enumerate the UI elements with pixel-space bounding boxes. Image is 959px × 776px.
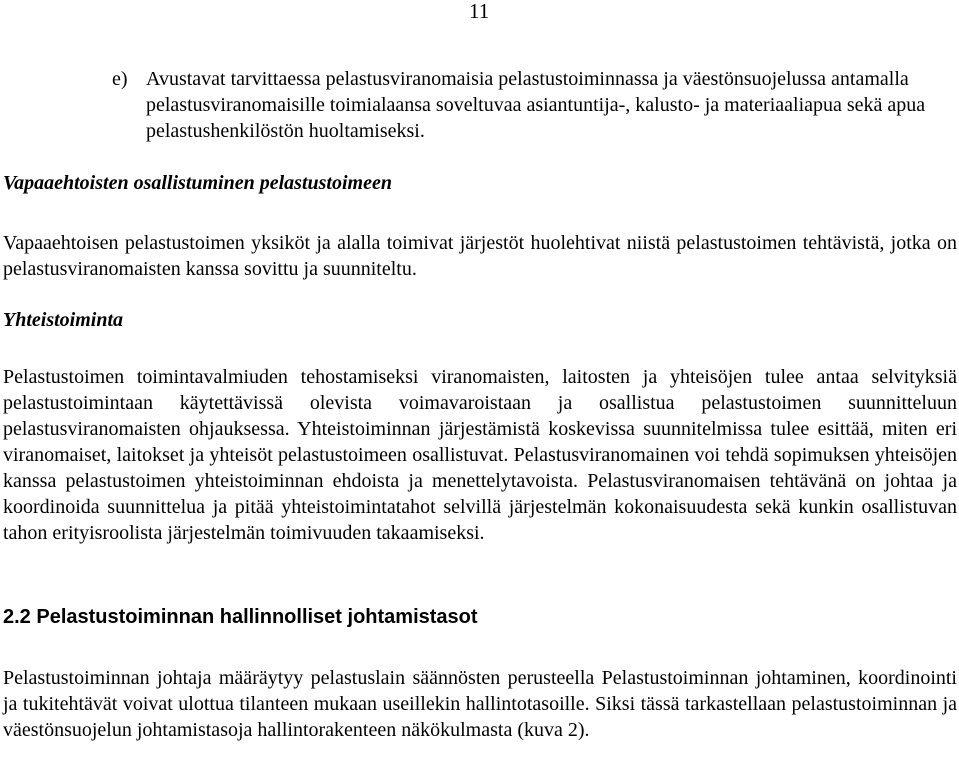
section-heading-2-2: 2.2 Pelastustoiminnan hallinnolliset johtamistasot — [3, 606, 478, 628]
list-item-text: Avustavat tarvittaessa pelastusviranomaisia pelastustoiminnassa ja väestönsuojelussa antamalla pelastusviranomaisille toimialaansa soveltuvaa asiantuntija-, kalusto- ja materiaaliapua sekä apua pelastushenkilöstön huoltamiseksi. — [146, 68, 926, 142]
section-2-2-paragraph: Pelastustoiminnan johtaja määräytyy pelastuslain säännösten perusteella Pelastustoiminnan johtaminen, koordinointi ja tukitehtävät voivat ulottua tilanteen mukaan useillekin hallintotasoille. Siksi tässä tarkastellaan pelastustoiminnan ja väestönsuojelun johtamistasoja hallintorakenteen näkökulmasta (kuva 2). — [3, 667, 957, 741]
list-item-marker: e) — [112, 68, 128, 90]
cooperation-paragraph: Pelastustoimen toimintavalmiuden tehostamiseksi viranomaisten, laitosten ja yhteisöjen tulee antaa selvityksiä pelastustoimintaan käytettävissä olevista voimavaroistaan ja osallistua pelastustoimen suunnitteluun pelastusviranomaisten ohjauksessa. Yhteistoiminnan järjestämistä koskevissa suunnitelmissa tulee esittää, miten eri viranomaiset, laitokset ja yhteisöt pelastustoimeen osallistuvat. Pelastusviranomainen voi tehdä sopimuksen yhteisöjen kanssa pelastustoimen yhteistoiminnan ehdoista ja menettelytavoista. Pelastusviranomaisen tehtävänä on johtaa ja koordinoida suunnittelua ja pitää yhteistoimintatahot selvillä järjestelmän kokonaisuudesta sekä kunkin osallistuvan tahon erityisroolista järjestelmän toimivuuden takaamiseksi. — [3, 366, 957, 544]
page-number: 11 — [469, 0, 490, 23]
volunteer-paragraph: Vapaaehtoisen pelastustoimen yksiköt ja alalla toimivat järjestöt huolehtivat niistä pelastustoimen tehtävistä, jotka on pelastusviranomaisten kanssa sovittu ja suunniteltu. — [3, 232, 957, 280]
volunteer-subheading: Vapaaehtoisten osallistuminen pelastustoimeen — [3, 172, 392, 194]
cooperation-subheading: Yhteistoiminta — [3, 309, 124, 331]
